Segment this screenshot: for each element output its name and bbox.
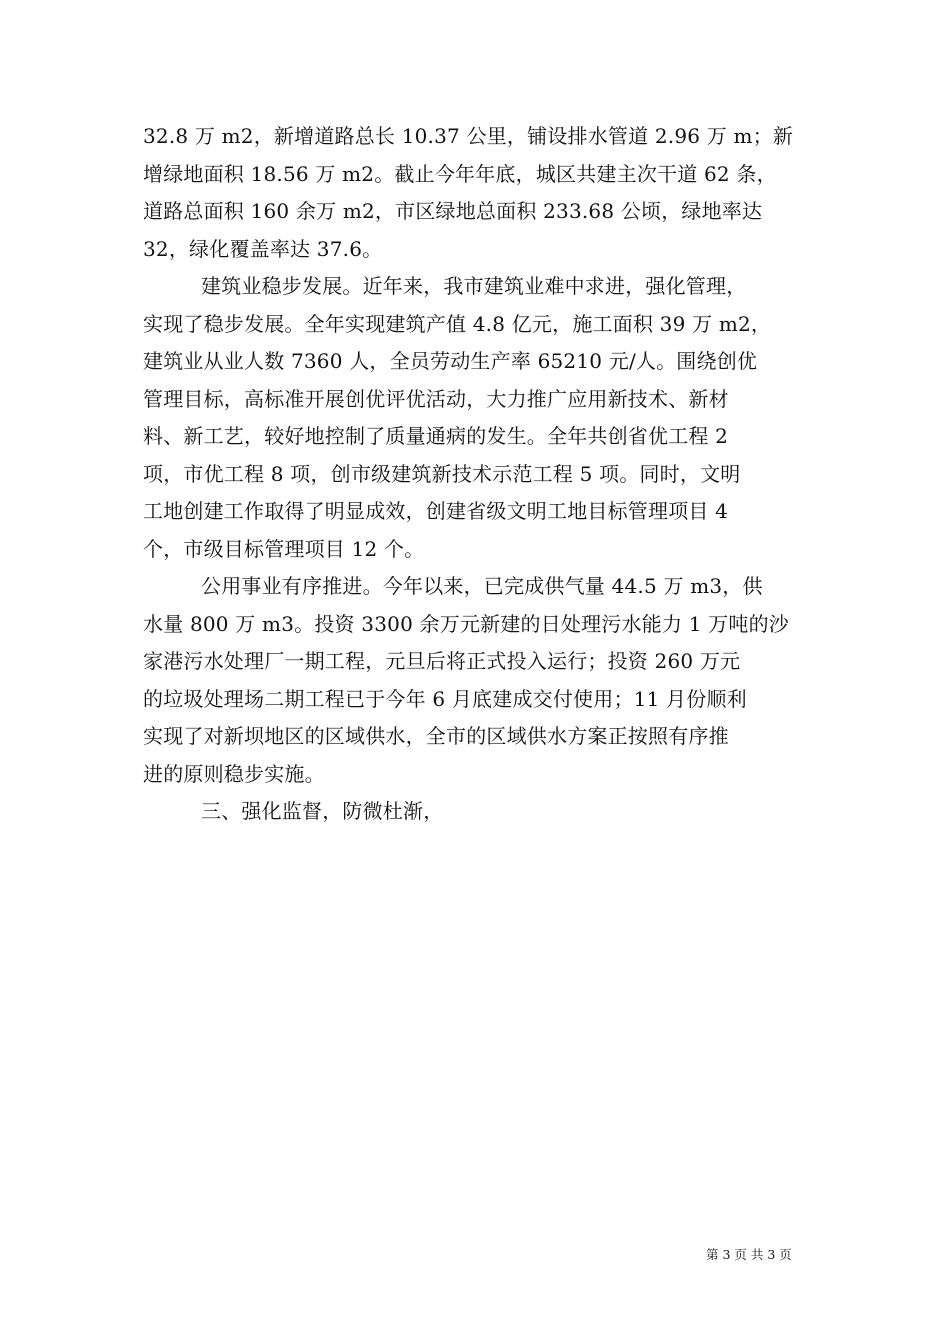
text-line: 进的原则稳步实施。 — [143, 761, 325, 786]
paragraph-start-line: 公用事业有序推进。今年以来，已完成供气量 44.5 万 m3，供 — [201, 574, 763, 598]
text-line: 实现了稳步发展。全年实现建筑产值 4.8 亿元，施工面积 39 万 m2， — [143, 311, 772, 336]
document-body — [143, 118, 807, 831]
text-line: 增绿地面积 18.56 万 m2。截止今年年底，城区共建主次干道 62 条， — [143, 161, 777, 186]
text-line: 水量 800 万 m3。投资 3300 余万元新建的日处理污水能力 1 万吨的沙 — [143, 611, 789, 636]
text-line: 32，绿化覆盖率达 37.6。 — [143, 236, 383, 261]
text-line: 建筑业从业人数 7360 人，全员劳动生产率 65210 元/人。围绕创优 — [143, 349, 758, 373]
text-line: 个，市级目标管理项目 12 个。 — [143, 536, 425, 561]
text-line: 料、新工艺，较好地控制了质量通病的发生。全年共创省优工程 2 — [143, 424, 729, 448]
section-heading: 三、强化监督，防微杜渐， — [201, 799, 444, 823]
text-line: 项，市优工程 8 项，创市级建筑新技术示范工程 5 项。同时，文明 — [143, 461, 741, 486]
page-number-footer: 第 3 页 共 3 页 — [706, 1247, 792, 1262]
text-line: 的垃圾处理场二期工程已于今年 6 月底建成交付使用；11 月份顺利 — [143, 686, 747, 711]
text-line: 工地创建工作取得了明显成效，创建省级文明工地目标管理项目 4 — [143, 499, 729, 523]
text-line: 32.8 万 m2，新增道路总长 10.37 公里，铺设排水管道 2.96 万 m；新 — [143, 124, 794, 148]
text-line: 管理目标，高标准开展创优评优活动，大力推广应用新技术、新材 — [143, 386, 729, 411]
text-line: 道路总面积 160 余万 m2，市区绿地总面积 233.68 公顷，绿地率达 — [143, 199, 763, 223]
text-line: 家港污水处理厂一期工程，元旦后将正式投入运行；投资 260 万元 — [143, 649, 741, 673]
text-line: 实现了对新坝地区的区域供水，全市的区域供水方案正按照有序推 — [143, 724, 729, 748]
paragraph-start-line: 建筑业稳步发展。近年来，我市建筑业难中求进，强化管理， — [201, 274, 747, 298]
